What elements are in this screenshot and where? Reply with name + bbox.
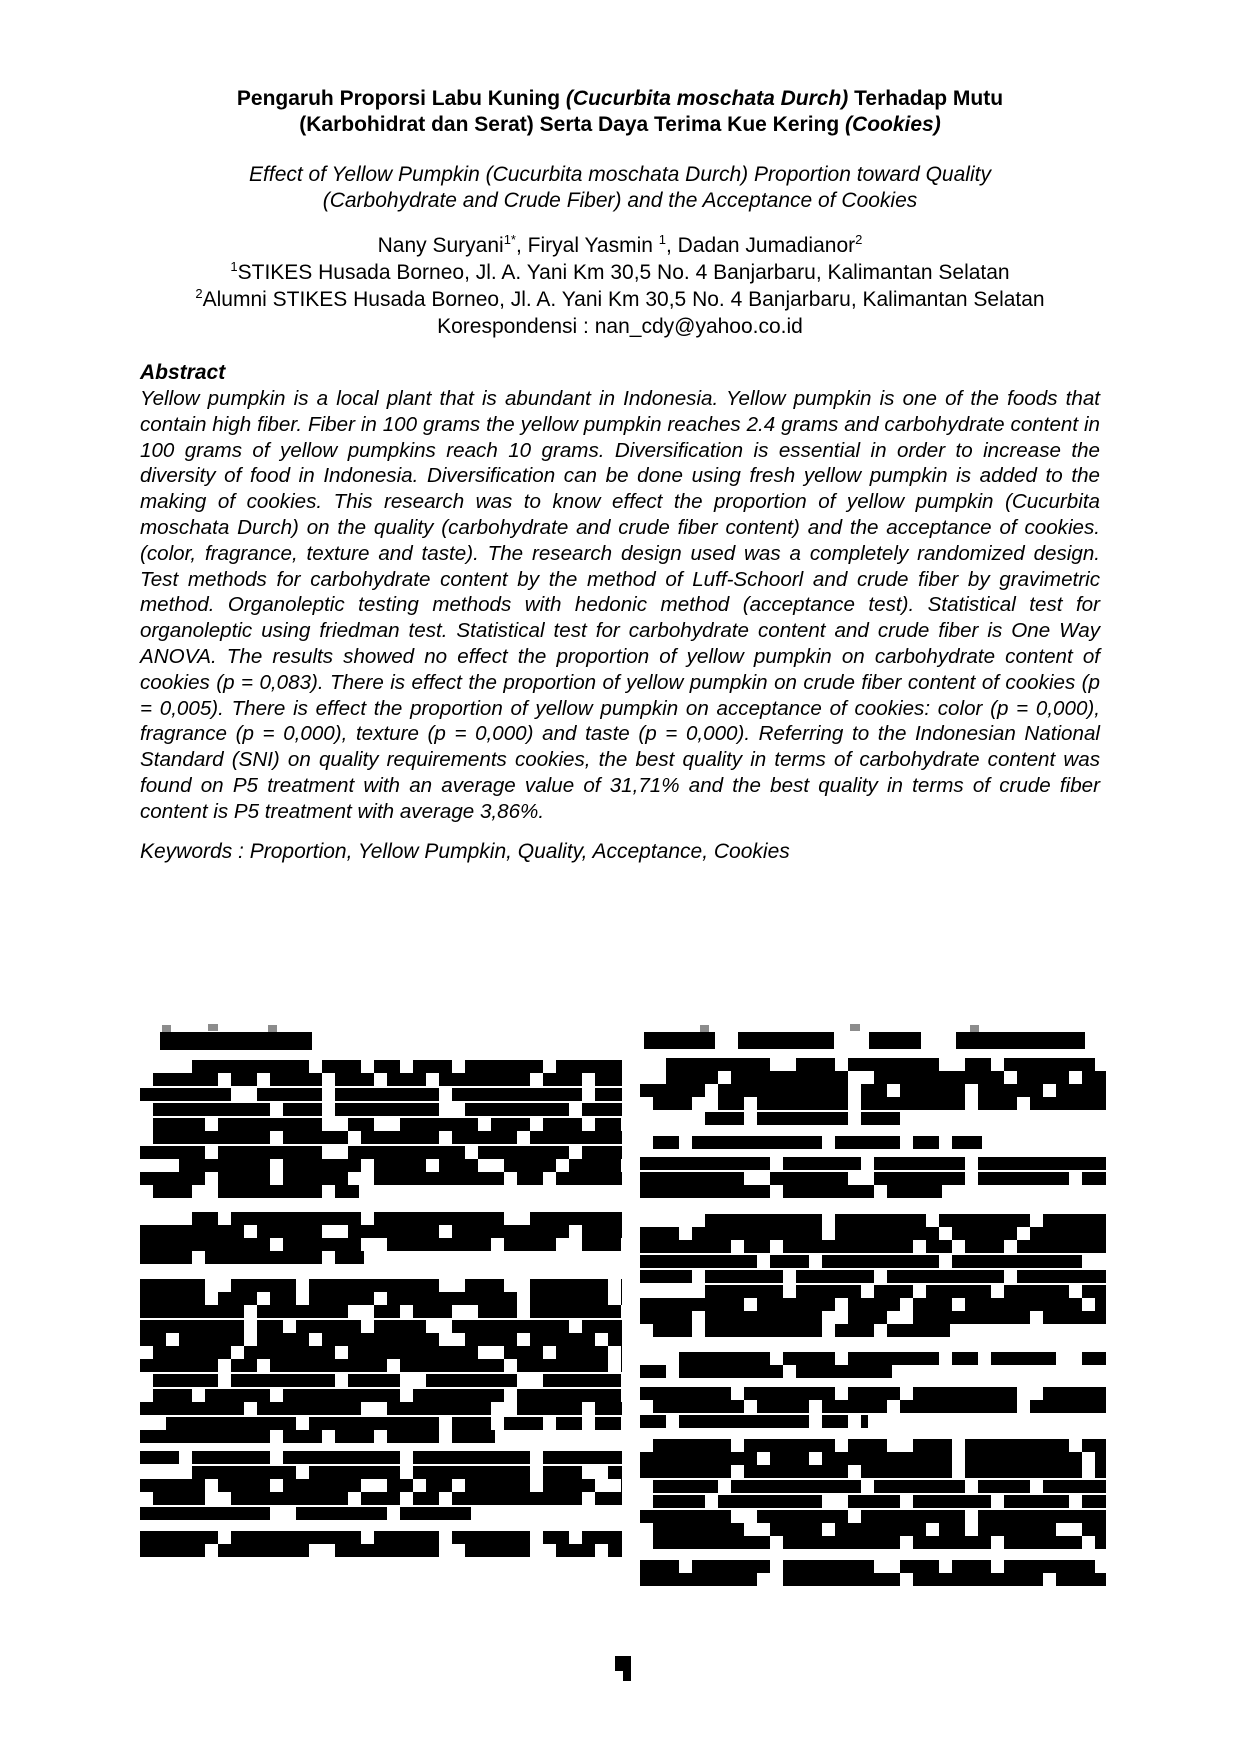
affiliation-1-superscript: 1 bbox=[230, 259, 238, 274]
author-3-superscript: 2 bbox=[855, 232, 863, 247]
title-id-latin-name: (Cucurbita moschata Durch) bbox=[565, 87, 849, 110]
affiliation-1-text: STIKES Husada Borneo, Jl. A. Yani Km 30,5 No. 4 Banjarbaru, Kalimantan Selatan bbox=[237, 261, 1010, 284]
correspondence-line: Korespondensi : nan_cdy@yahoo.co.id bbox=[437, 315, 803, 338]
author-1-superscript: 1* bbox=[503, 232, 516, 247]
abstract-heading: Abstract bbox=[140, 361, 226, 384]
affiliation-2-text: Alumni STIKES Husada Borneo, Jl. A. Yani Km 30,5 No. 4 Banjarbaru, Kalimantan Selatan bbox=[202, 288, 1045, 311]
author-2-superscript: 1 bbox=[658, 232, 666, 247]
title-id-part3: Terhadap Mutu bbox=[848, 87, 1004, 110]
author-1: Nany Suryani bbox=[377, 234, 504, 257]
author-separator-1: , bbox=[516, 234, 528, 257]
title-id-line2: (Karbohidrat dan Serat) Serta Daya Terima Kue Kering bbox=[299, 113, 846, 136]
title-en-line1: Effect of Yellow Pumpkin (Cucurbita moschata Durch) Proportion toward Quality bbox=[249, 163, 991, 186]
author-2: Firyal Yasmin bbox=[527, 234, 659, 257]
affiliation-2-superscript: 2 bbox=[195, 286, 203, 301]
keywords-line: Keywords : Proportion, Yellow Pumpkin, Quality, Acceptance, Cookies bbox=[140, 839, 790, 863]
author-3: Dadan Jumadianor bbox=[677, 234, 856, 257]
author-separator-2: , bbox=[666, 234, 678, 257]
title-id-part1: Pengaruh Proporsi Labu Kuning bbox=[236, 87, 566, 110]
title-en-line2: (Carbohydrate and Crude Fiber) and the Acceptance of Cookies bbox=[322, 189, 918, 212]
title-id-cookies: (Cookies) bbox=[845, 113, 941, 136]
abstract-body: Yellow pumpkin is a local plant that is abundant in Indonesia. Yellow pumpkin is one of the foods that contain high fiber. Fiber in 100 grams the yellow pumpkin reaches 2.4 grams and carbohydrate content in 100 grams of yellow pumpkins reach 10 grams. Diversification is essential in order to increase the diversity of food in Indonesia. Diversification can be done using fresh yellow pumpkin is added to the making of cookies. This research was to know effect the proportion of yellow pumpkin (Cucurbita moschata Durch) on the quality (carbohydrate and crude fiber content) and the acceptance of cookies. (color, fragrance, texture and taste). The research design used was a completely randomized design. Test methods for carbohydrate content by the method of Luff-Schoorl and crude fiber by gravimetric method. Organoleptic testing methods with hedonic method (acceptance test). Statistical test for organoleptic using friedman test. Statistical test for carbohydrate content and crude fiber is One Way ANOVA. The results showed no effect the proportion of yellow pumpkin on carbohydrate content of cookies (p = 0,083). There is effect the proportion of yellow pumpkin on crude fiber content of cookies (p = 0,005). There is effect the proportion of yellow pumpkin on acceptance of cookies: color (p = 0,000), fragrance (p = 0,000), texture (p = 0,000) and taste (p = 0,000). Referring to the Indonesian National Standard (SNI) on quality requirements cookies, the best quality in terms of carbohydrate content was found on P5 treatment with an average value of 31,71% and the best quality in terms of crude fiber content is P5 treatment with average 3,86%. bbox=[140, 387, 1100, 823]
